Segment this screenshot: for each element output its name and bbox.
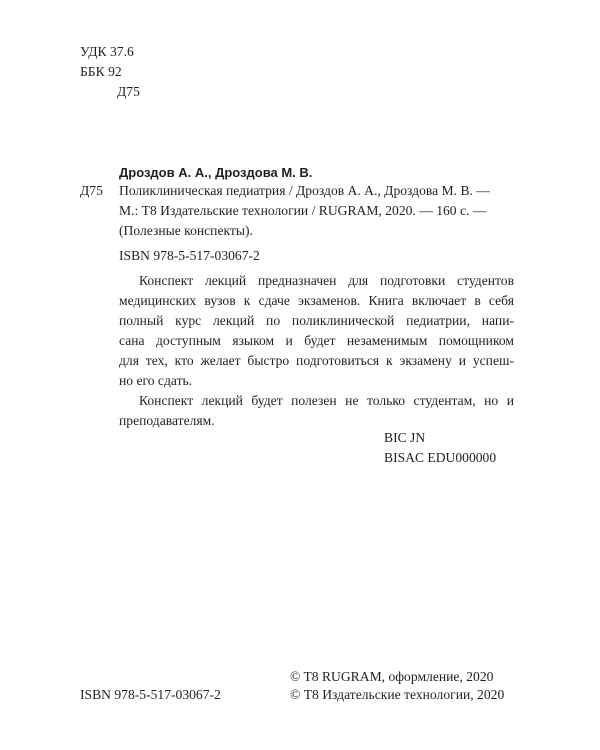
abstract-line: для тех, кто желает быстро подготовиться к экзамену и успеш- — [119, 353, 514, 368]
abstract-line: Конспект лекций будет полезен не только студентам, но и — [139, 393, 514, 408]
author-mark: Д75 — [117, 84, 140, 99]
biblio-line: Поликлиническая педиатрия / Дроздов А. А., Дроздова М. В. — — [119, 183, 490, 198]
bic-code: BIC JN — [384, 430, 426, 445]
copyright-line: © Т8 Издательские технологии, 2020 — [290, 687, 505, 702]
bisac-code: BISAC EDU000000 — [384, 450, 497, 465]
authors-heading: Дроздов А. А., Дроздова М. В. — [119, 165, 313, 180]
bibliographic-description — [119, 181, 490, 241]
isbn-bottom: ISBN 978-5-517-03067-2 — [80, 687, 221, 702]
abstract-line: полный курс лекций по поликлинической педиатрии, напи- — [119, 313, 514, 328]
abstract-line: но его сдать. — [119, 373, 193, 388]
isbn-main: ISBN 978-5-517-03067-2 — [119, 248, 260, 263]
abstract-line: Конспект лекций предназначен для подготовки студентов — [139, 273, 514, 288]
udk-code: УДК 37.6 — [80, 44, 134, 59]
copyright-line: © T8 RUGRAM, оформление, 2020 — [290, 669, 494, 684]
abstract-paragraph-1 — [119, 271, 514, 391]
copyright-block — [290, 667, 504, 703]
abstract-line: сана доступным языком и будет незаменимым помощником — [119, 333, 514, 348]
abstract-paragraph-2 — [119, 391, 514, 431]
abstract-line: преподавателям. — [119, 413, 215, 428]
classification-codes — [80, 42, 140, 102]
biblio-line: М.: Т8 Издательские технологии / RUGRAM, 2020. — 160 с. — — [119, 203, 487, 218]
abstract — [119, 271, 514, 431]
biblio-line: (Полезные конспекты). — [119, 223, 253, 238]
abstract-line: медицинских вузов к сдаче экзаменов. Книга включает в себя — [119, 293, 514, 308]
bbk-code: ББК 92 — [80, 64, 122, 79]
subject-codes — [384, 428, 496, 468]
entry-author-mark: Д75 — [80, 183, 103, 198]
